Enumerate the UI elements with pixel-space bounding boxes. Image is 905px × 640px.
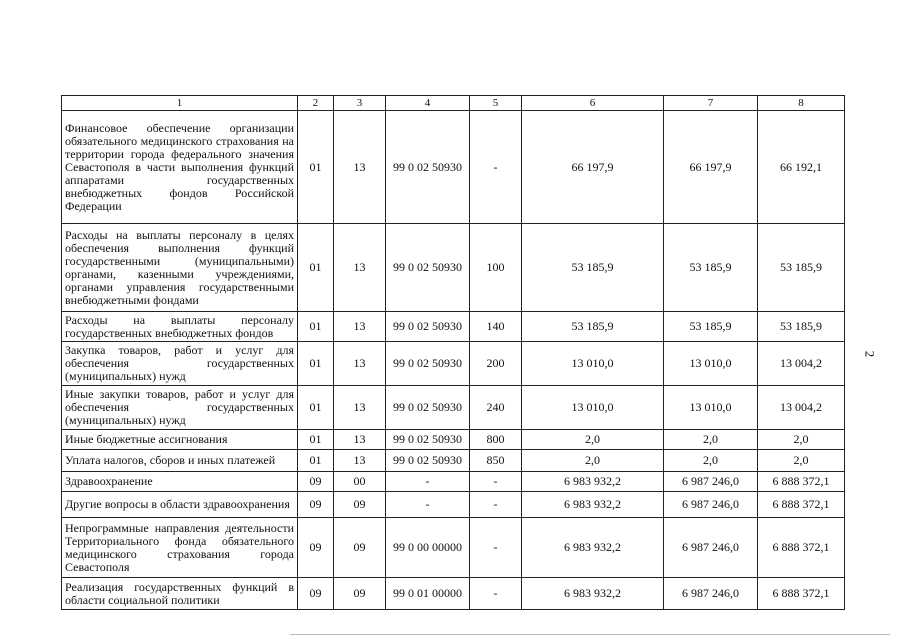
- amount-cell: 2,0: [758, 430, 845, 450]
- table-row: [62, 386, 845, 430]
- table-row: [62, 472, 845, 492]
- expense-type-cell: -: [470, 578, 522, 610]
- expense-type-cell: 100: [470, 224, 522, 312]
- target-article-cell: 99 0 02 50930: [386, 111, 470, 224]
- subsection-code-cell: 00: [334, 472, 386, 492]
- expense-type-cell: 800: [470, 430, 522, 450]
- scan-edge-line: [290, 634, 890, 635]
- page-number: 2: [862, 350, 878, 358]
- amount-cell: 53 185,9: [664, 312, 758, 342]
- table-body: [62, 96, 845, 610]
- expense-type-cell: 240: [470, 386, 522, 430]
- amount-cell: 13 010,0: [664, 386, 758, 430]
- amount-cell: 13 004,2: [758, 342, 845, 386]
- header-cell: 2: [298, 96, 334, 111]
- amount-cell: 6 987 246,0: [664, 518, 758, 578]
- amount-cell: 53 185,9: [758, 224, 845, 312]
- table-header-row: [62, 96, 845, 111]
- amount-cell: 2,0: [522, 450, 664, 472]
- target-article-cell: 99 0 02 50930: [386, 430, 470, 450]
- row-name-cell: Расходы на выплаты персоналу государственных внебюджетных фондов: [62, 312, 298, 342]
- section-code-cell: 09: [298, 492, 334, 518]
- subsection-code-cell: 13: [334, 312, 386, 342]
- section-code-cell: 01: [298, 386, 334, 430]
- table-row: [62, 312, 845, 342]
- subsection-code-cell: 13: [334, 386, 386, 430]
- section-code-cell: 09: [298, 578, 334, 610]
- subsection-code-cell: 09: [334, 518, 386, 578]
- header-cell: 5: [470, 96, 522, 111]
- table-row: [62, 450, 845, 472]
- amount-cell: 66 197,9: [522, 111, 664, 224]
- subsection-code-cell: 13: [334, 342, 386, 386]
- expense-type-cell: -: [470, 492, 522, 518]
- row-name-cell: Непрограммные направления деятельности Территориального фонда обязательного медицинского страхования города Севастополя: [62, 518, 298, 578]
- row-name-cell: Уплата налогов, сборов и иных платежей: [62, 450, 298, 472]
- header-cell: 4: [386, 96, 470, 111]
- amount-cell: 53 185,9: [758, 312, 845, 342]
- table-row: [62, 430, 845, 450]
- subsection-code-cell: 13: [334, 430, 386, 450]
- amount-cell: 53 185,9: [522, 312, 664, 342]
- row-name-cell: Иные бюджетные ассигнования: [62, 430, 298, 450]
- amount-cell: 13 004,2: [758, 386, 845, 430]
- target-article-cell: 99 0 02 50930: [386, 450, 470, 472]
- target-article-cell: 99 0 02 50930: [386, 386, 470, 430]
- amount-cell: 13 010,0: [522, 342, 664, 386]
- table-row: [62, 492, 845, 518]
- amount-cell: 6 987 246,0: [664, 492, 758, 518]
- header-cell: 8: [758, 96, 845, 111]
- table-row: [62, 518, 845, 578]
- header-cell: 1: [62, 96, 298, 111]
- amount-cell: 53 185,9: [522, 224, 664, 312]
- row-name-cell: Реализация государственных функций в области социальной политики: [62, 578, 298, 610]
- section-code-cell: 01: [298, 342, 334, 386]
- section-code-cell: 01: [298, 430, 334, 450]
- subsection-code-cell: 13: [334, 224, 386, 312]
- amount-cell: 13 010,0: [522, 386, 664, 430]
- amount-cell: 6 888 372,1: [758, 472, 845, 492]
- row-name-cell: Расходы на выплаты персоналу в целях обеспечения выполнения функций государственными (муниципальными) органами, казенными учреждениями, органами управления государственными внебюджетными фондами: [62, 224, 298, 312]
- section-code-cell: 09: [298, 472, 334, 492]
- expense-type-cell: 200: [470, 342, 522, 386]
- target-article-cell: 99 0 00 00000: [386, 518, 470, 578]
- amount-cell: 6 983 932,2: [522, 518, 664, 578]
- row-name-cell: Здравоохранение: [62, 472, 298, 492]
- amount-cell: 6 987 246,0: [664, 472, 758, 492]
- expense-type-cell: -: [470, 472, 522, 492]
- amount-cell: 6 983 932,2: [522, 578, 664, 610]
- header-cell: 3: [334, 96, 386, 111]
- amount-cell: 13 010,0: [664, 342, 758, 386]
- target-article-cell: 99 0 02 50930: [386, 224, 470, 312]
- expense-type-cell: -: [470, 111, 522, 224]
- amount-cell: 53 185,9: [664, 224, 758, 312]
- expense-type-cell: 140: [470, 312, 522, 342]
- section-code-cell: 09: [298, 518, 334, 578]
- row-name-cell: Финансовое обеспечение организации обязательного медицинского страхования на территории города федерального значения Севастополя в части выполнения функций аппаратами государственных внебюджетных фондов Российской Федерации: [62, 111, 298, 224]
- target-article-cell: -: [386, 472, 470, 492]
- amount-cell: 6 888 372,1: [758, 578, 845, 610]
- header-cell: 6: [522, 96, 664, 111]
- expense-type-cell: -: [470, 518, 522, 578]
- subsection-code-cell: 13: [334, 111, 386, 224]
- amount-cell: 2,0: [664, 450, 758, 472]
- section-code-cell: 01: [298, 312, 334, 342]
- amount-cell: 6 987 246,0: [664, 578, 758, 610]
- section-code-cell: 01: [298, 450, 334, 472]
- table-row: [62, 342, 845, 386]
- amount-cell: 2,0: [664, 430, 758, 450]
- row-name-cell: Другие вопросы в области здравоохранения: [62, 492, 298, 518]
- amount-cell: 6 888 372,1: [758, 492, 845, 518]
- table-row: [62, 224, 845, 312]
- section-code-cell: 01: [298, 111, 334, 224]
- subsection-code-cell: 09: [334, 578, 386, 610]
- row-name-cell: Иные закупки товаров, работ и услуг для обеспечения государственных (муниципальных) нужд: [62, 386, 298, 430]
- target-article-cell: 99 0 01 00000: [386, 578, 470, 610]
- subsection-code-cell: 13: [334, 450, 386, 472]
- amount-cell: 2,0: [758, 450, 845, 472]
- target-article-cell: -: [386, 492, 470, 518]
- amount-cell: 66 197,9: [664, 111, 758, 224]
- table-row: [62, 111, 845, 224]
- header-cell: 7: [664, 96, 758, 111]
- amount-cell: 66 192,1: [758, 111, 845, 224]
- budget-table: [61, 95, 845, 610]
- target-article-cell: 99 0 02 50930: [386, 342, 470, 386]
- subsection-code-cell: 09: [334, 492, 386, 518]
- amount-cell: 6 983 932,2: [522, 472, 664, 492]
- expense-type-cell: 850: [470, 450, 522, 472]
- target-article-cell: 99 0 02 50930: [386, 312, 470, 342]
- amount-cell: 6 983 932,2: [522, 492, 664, 518]
- section-code-cell: 01: [298, 224, 334, 312]
- amount-cell: 6 888 372,1: [758, 518, 845, 578]
- row-name-cell: Закупка товаров, работ и услуг для обеспечения государственных (муниципальных) нужд: [62, 342, 298, 386]
- amount-cell: 2,0: [522, 430, 664, 450]
- table-row: [62, 578, 845, 610]
